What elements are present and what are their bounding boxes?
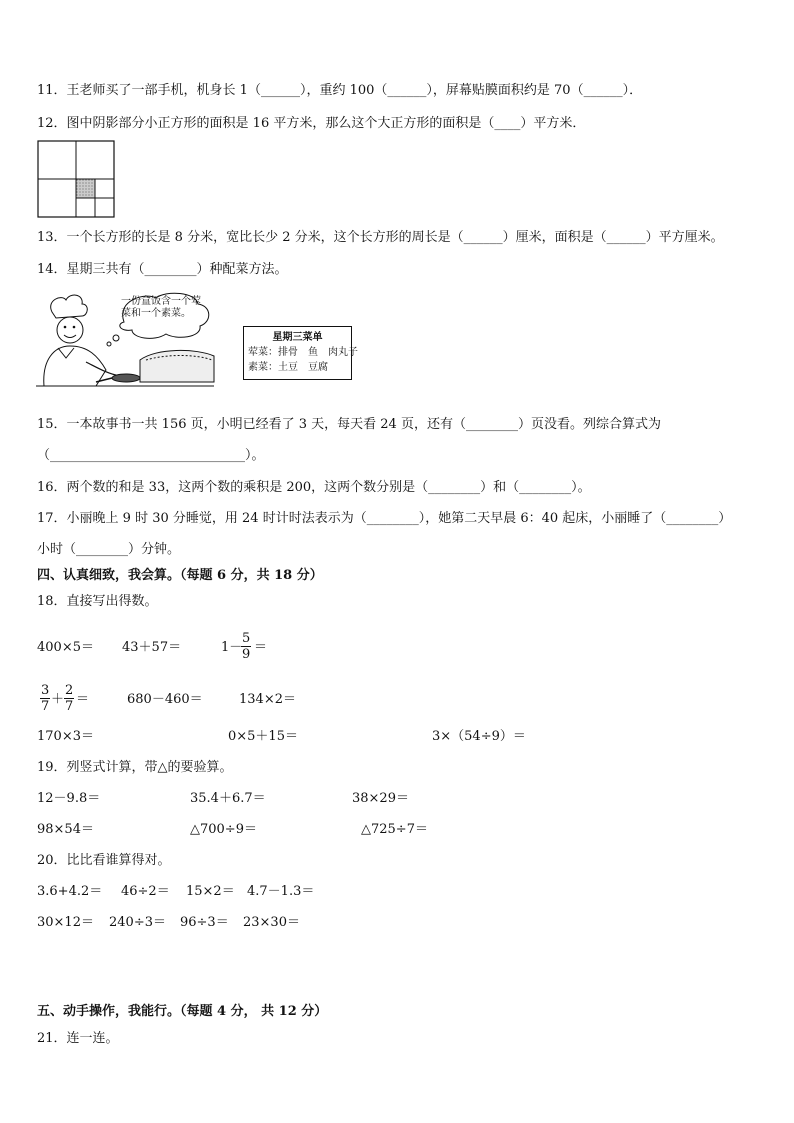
plus-sign: ＋ [51, 692, 65, 707]
calc-20-3: 15×2＝ [186, 884, 235, 899]
wednesday-menu [243, 326, 358, 380]
fraction-eq: ＝ [76, 692, 90, 707]
calc-20-6: 240÷3＝ [109, 915, 166, 930]
question-16: 16．两个数的和是 33，这两个数的乘积是 200，这两个数分别是（________）和（________）。 [37, 480, 591, 495]
question-17-line1: 17．小丽晚上 9 时 30 分睡觉，用 24 时计时法表示为（________），她第二天早晨 6：40 起床，小丽睡了（________） [37, 511, 732, 526]
calc-20-1: 3.6+4.2＝ [37, 884, 103, 899]
question-12: 12．图中阴影部分小正方形的面积是 16 平方米，那么这个大正方形的面积是（____）平方米． [37, 116, 586, 131]
section-5-heading: 五、动手操作，我能行。（每题 4 分， 共 12 分） [37, 1004, 328, 1019]
calc-18-7: 170×3＝ [37, 729, 94, 744]
menu-veg: 素菜：土豆 豆腐 [248, 362, 328, 373]
question-15-line2: （______________________________）。 [37, 448, 265, 463]
question-17-line2: 小时（________）分钟。 [37, 542, 181, 557]
fraction-5-9: $\frac{5}{9}$ [242, 631, 251, 662]
calc-20-7: 96÷3＝ [180, 915, 229, 930]
calc-18-5: 680－460＝ [127, 692, 203, 707]
calc-19-6: △725÷7＝ [361, 822, 428, 837]
calc-20-2: 46÷2＝ [121, 884, 170, 899]
menu-meat: 荤菜：排骨 鱼 肉丸子 [248, 347, 358, 358]
question-18: 18．直接写出得数。 [37, 594, 158, 609]
calc-19-5: △700÷9＝ [190, 822, 257, 837]
calc-18-3-prefix: 1－ [221, 640, 243, 655]
question-11: 11．王老师买了一部手机，机身长 1（______），重约 100（______），屏幕贴膜面积约是 70（______）． [37, 83, 643, 98]
speech-bubble-text: 一份盒饭含一个荤 菜和一个素菜。 [121, 296, 201, 319]
calc-18-8: 0×5＋15＝ [228, 729, 298, 744]
calc-19-2: 35.4＋6.7＝ [190, 791, 266, 806]
calc-18-3-suffix: ＝ [254, 640, 268, 655]
fraction-2-7: $\frac{2}{7}$ [65, 683, 74, 714]
calc-18-2: 43＋57＝ [122, 640, 182, 655]
menu-title: 星期三菜单 [272, 332, 323, 343]
fraction-3-7: $\frac{3}{7}$ [41, 683, 50, 714]
calc-20-8: 23×30＝ [243, 915, 300, 930]
calc-19-3: 38×29＝ [352, 791, 409, 806]
calc-20-5: 30×12＝ [37, 915, 94, 930]
calc-19-1: 12－9.8＝ [37, 791, 101, 806]
question-20: 20．比比看谁算得对。 [37, 853, 171, 868]
question-21: 21．连一连。 [37, 1031, 119, 1046]
question-15-line1: 15．一本故事书一共 156 页，小明已经看了 3 天，每天看 24 页，还有（________）页没看。列综合算式为 [37, 417, 661, 432]
question-19: 19．列竖式计算，带△的要验算。 [37, 760, 233, 775]
section-4-heading: 四、认真细致，我会算。（每题 6 分，共 18 分） [37, 568, 323, 583]
calc-20-4: 4.7－1.3＝ [247, 884, 315, 899]
calc-18-6: 134×2＝ [239, 692, 296, 707]
calc-18-9: 3×（54÷9）＝ [432, 729, 526, 744]
shaded-square [76, 179, 95, 198]
square-figure [37, 140, 117, 218]
calc-19-4: 98×54＝ [37, 822, 94, 837]
question-14: 14．星期三共有（________）种配菜方法。 [37, 262, 288, 277]
question-13: 13．一个长方形的长是 8 分米，宽比长少 2 分米，这个长方形的周长是（______）厘米，面积是（______）平方厘米。 [37, 230, 724, 245]
calc-18-1: 400×5＝ [37, 640, 94, 655]
